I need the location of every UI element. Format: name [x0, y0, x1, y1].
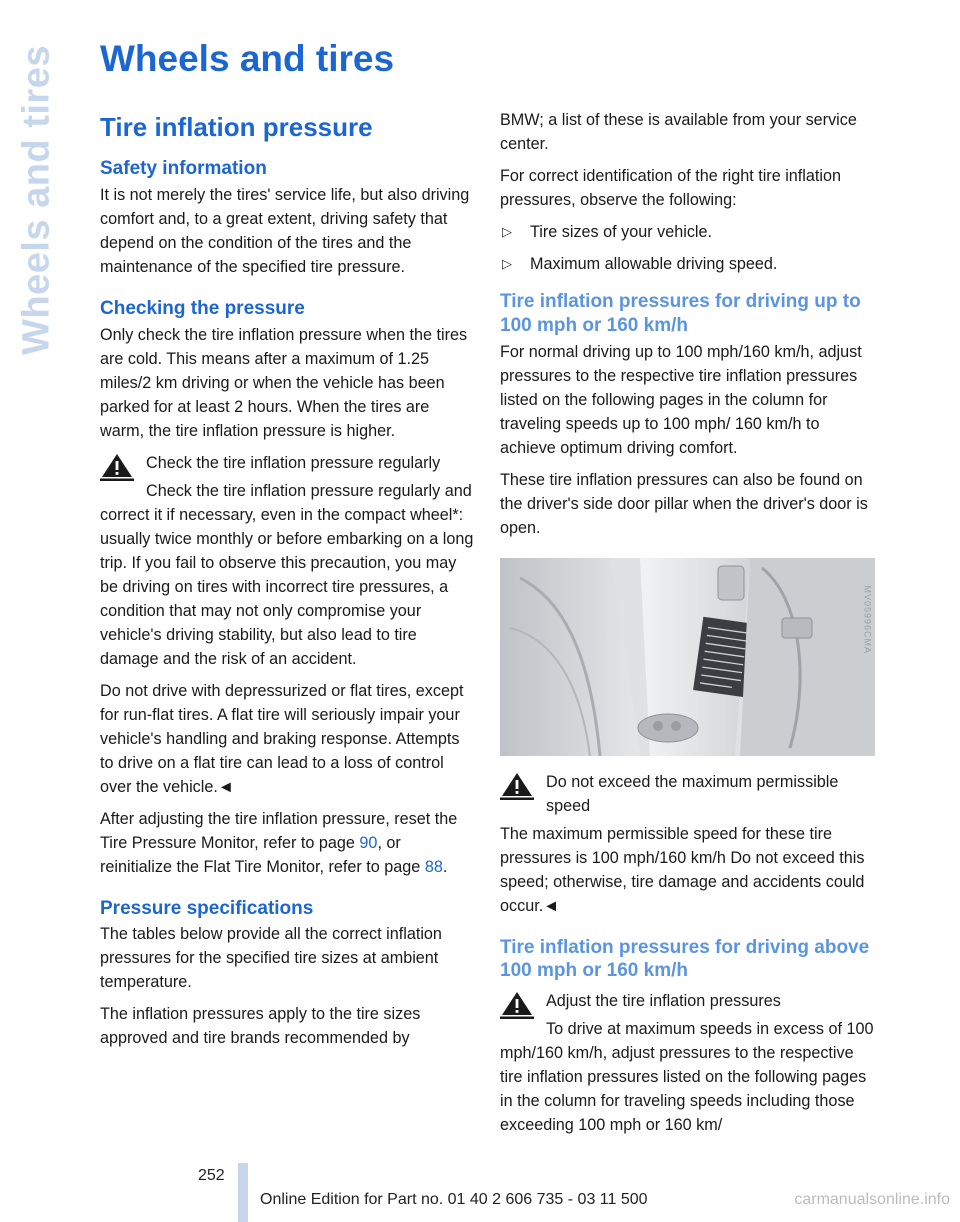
above-heading: Tire inflation pressures for driving above 100 mph or 160 km/h [500, 936, 870, 982]
warning-triangle-icon [500, 989, 534, 1019]
warning-text: Check the tire inflation pressure regularly and correct it if necessary, even in the compact wheel*: usually twice monthly or before embarking on a long trip. If you fail to observe this precaution, you may be driving on tires with incorrect tire pressures, a condition that may not only compromise your vehicle's driving stability, but also lead to tire damage and the risk of an accident. [100, 481, 474, 668]
identify-text: For correct identification of the right tire inflation pressures, observe the following: [500, 167, 841, 209]
door-pillar-photo [500, 558, 875, 756]
pressure-text-1: The tables below provide all the correct inflation pressures for the specified tire sizes at ambient temperature. [100, 925, 442, 992]
chapter-side-tab-label: Wheels and tires [15, 45, 58, 355]
pressure-text-2: The inflation pressures apply to the tire sizes approved and tire brands recommended by [100, 1005, 421, 1048]
upto-heading: Tire inflation pressures for driving up to 100 mph or 160 km/h [500, 291, 861, 336]
warning-text: To drive at maximum speeds in excess of 100 mph/160 km/h, adjust pressures to the respective tire inflation pressures listed on the following pages in the column for traveling speeds including those exceeding 100 mph or 160 km/ [500, 1020, 874, 1134]
list-item: ▷ Maximum allowable driving speed. [500, 252, 876, 276]
upto-text: For normal driving up to 100 mph/160 km/h, adjust pressures to the respective tire inflation pressures listed on the following pages in the column for traveling speeds up to 100 mph/ 160 km/h to achieve optimum driving comfort. [500, 342, 862, 457]
warning-lead: Check the tire inflation pressure regularly [146, 453, 441, 472]
list-item: ▷ Tire sizes of your vehicle. [500, 220, 876, 244]
door-pillar-illustration [500, 558, 875, 756]
pressure-heading: Pressure specifications [100, 897, 314, 919]
photo-code: MV05996CMA [863, 584, 873, 654]
edition-text: Online Edition for Part no. 01 40 2 606 735 - 03 11 500 [260, 1191, 648, 1208]
pillar-text: These tire inflation pressures can also be found on the driver's side door pillar when the driver's door is open. [500, 470, 868, 537]
footer-bar [238, 1163, 248, 1222]
checking-heading: Checking the pressure [100, 297, 305, 319]
right-column [500, 108, 876, 1145]
warning-lead: Adjust the tire inflation pressures [546, 992, 781, 1010]
left-column [100, 112, 476, 1058]
section-title: Tire inflation pressure [100, 112, 373, 142]
chapter-side-tab [12, 40, 62, 360]
watermark: carmanualsonline.info [794, 1191, 950, 1208]
warning-lead: Do not exceed the maximum permissible speed [546, 772, 839, 815]
warning-max-speed [500, 770, 876, 918]
flat-tire-text: Do not drive with depressurized or flat tires, except for run-flat tires. A flat tire will seriously impair your vehicle's handling and braking response. Attempts to drive on a flat tire can lead to a loss of control over the vehicle.◄ [100, 681, 464, 796]
page-number: 252 [198, 1167, 225, 1184]
continued-text: BMW; a list of these is available from your service center. [500, 111, 857, 153]
reset-text: After adjusting the tire inflation pressure, reset the Tire Pressure Monitor, refer to page 90, or reinitialize the Flat Tire Monitor, refer to page 88. [100, 809, 458, 876]
warning-text: The maximum permissible speed for these tire pressures is 100 mph/160 km/h Do not exceed this speed; otherwise, tire damage and accidents could occur.◄ [500, 824, 865, 915]
page-link-90[interactable]: 90 [359, 833, 378, 852]
checking-text: Only check the tire inflation pressure when the tires are cold. This means after a maximum of 1.25 miles/2 km driving or when the vehicle has been parked for at least 2 hours. When the tires are warm, the tire inflation pressure is higher. [100, 325, 468, 440]
warning-triangle-icon [500, 770, 534, 800]
bullet-marker: ▷ [502, 224, 512, 239]
warning-check-pressure [100, 451, 476, 671]
bullet-marker: ▷ [502, 256, 512, 271]
safety-text: It is not merely the tires' service life, but also driving comfort and, to a great extent, driving safety that depend on the condition of the tires and the maintenance of the specified tire pressure. [100, 185, 470, 276]
safety-heading: Safety information [100, 158, 267, 180]
bullet-list [500, 220, 876, 276]
warning-triangle-icon [100, 451, 134, 481]
page-link-88[interactable]: 88 [424, 857, 443, 876]
warning-adjust-pressures [500, 989, 876, 1137]
chapter-title: Wheels and tires [100, 38, 395, 79]
